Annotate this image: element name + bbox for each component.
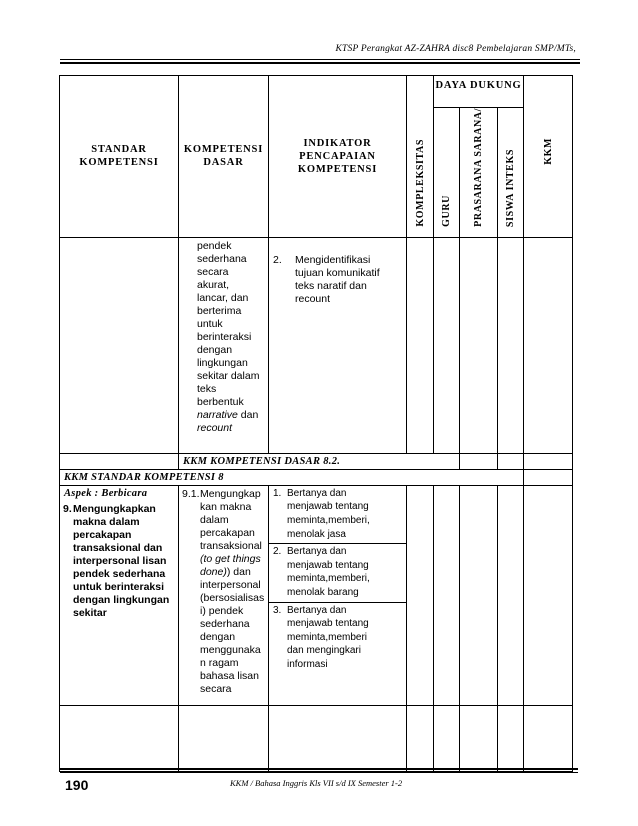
- header-rule-thick: [60, 62, 580, 64]
- kd-line: untuk: [197, 317, 223, 330]
- sk-9-line: pendek sederhana: [73, 567, 166, 580]
- header-daya-dukung: DAYA DUKUNG: [434, 76, 524, 108]
- kompleksitas-cell: [407, 485, 434, 706]
- blank-cell: [179, 706, 269, 772]
- kkm-sk-row: KKM STANDAR KOMPETENSI 8: [60, 469, 524, 485]
- kkm-kd-row: KKM KOMPETENSI DASAR 8.2.: [179, 453, 460, 469]
- page-header: [60, 0, 580, 70]
- kd-9-1-line: transaksional: [200, 539, 262, 552]
- indicator-line: menjawab tentang: [287, 618, 369, 630]
- footer-rule: [60, 772, 578, 773]
- kd-9-1-line: Mengungkap: [200, 487, 261, 500]
- header-prasarana: PRASARANA SARANA/: [460, 108, 498, 238]
- indicator-9-1-item: [269, 603, 406, 674]
- kd-9-1-line: dengan: [200, 630, 236, 643]
- siswa-inteks-cell: [498, 485, 524, 706]
- sk-9-cell: [60, 501, 179, 706]
- indicator-number: 2.: [273, 253, 282, 266]
- kd-9-1-line: menggunaka: [200, 643, 261, 656]
- indicator-line: dan mengingkari: [287, 645, 361, 657]
- kd-9-1-line: bahasa lisan: [200, 669, 259, 682]
- header-rule: [60, 59, 580, 60]
- kompleksitas-cell: [407, 237, 434, 453]
- blank-cell: [460, 706, 498, 772]
- blank-cell: [407, 706, 434, 772]
- indicator-9-1-item: [269, 544, 406, 602]
- indicator-line: Bertanya dan: [287, 546, 347, 558]
- kd-9-1-line: secara: [200, 682, 232, 695]
- indicator-line: meminta,memberi: [287, 631, 368, 643]
- kd-line: berterima: [197, 304, 242, 317]
- guru-cell: [434, 485, 460, 706]
- guru-cell: [434, 237, 460, 453]
- kkm-cell: [524, 237, 573, 453]
- indicator-text: [287, 487, 370, 541]
- kd-line: pendek: [197, 239, 232, 252]
- indicator-number: 1.: [273, 487, 282, 499]
- sk-9-line: makna dalam: [73, 515, 140, 528]
- indicator-line: menolak barang: [287, 586, 359, 598]
- indicator-line: tujuan komunikatif: [295, 266, 380, 279]
- indicators-9-1-list: [269, 486, 406, 674]
- kd-9-1-number: 9.1.: [182, 487, 200, 500]
- kd-continued-text: [197, 240, 264, 409]
- kd-9-1-line: interpersonal: [200, 578, 261, 591]
- header-indikator: INDIKATOR PENCAPAIAN KOMPETENSI: [269, 76, 407, 238]
- kd-9-1-line: dalam: [200, 513, 229, 526]
- prasarana-cell: [460, 485, 498, 706]
- running-title: KTSP Perangkat AZ-ZAHRA disc8 Pembelajaran SMP/MTs,: [335, 44, 576, 54]
- indicator-line: informasi: [287, 658, 328, 670]
- kd-italic-narrative: narrative: [197, 408, 238, 421]
- sk-9-line: Mengungkapkan: [73, 502, 156, 515]
- kd-9-1-line: percakapan: [200, 526, 255, 539]
- indicator-line: Mengidentifikasi: [295, 253, 371, 266]
- kkm-cell: [524, 485, 573, 706]
- kd-9-1-line: (bersosialisas: [200, 591, 265, 604]
- indicator-text: [295, 254, 380, 306]
- sk-9-line: dengan lingkungan: [73, 593, 170, 606]
- sk-9-line: percakapan: [73, 528, 132, 541]
- kd-line: akurat,: [197, 278, 230, 291]
- blank-cell: [524, 469, 573, 485]
- siswa-inteks-cell: [498, 237, 524, 453]
- header-siswa-inteks: SISWA INTEKS: [498, 108, 524, 238]
- blank-cell: [60, 453, 179, 469]
- kd-9-1-line: sederhana: [200, 617, 250, 630]
- header-guru: GURU: [434, 108, 460, 238]
- indicator-text: [287, 604, 369, 672]
- kd-9-1-line: i) pendek: [200, 604, 244, 617]
- indicator-line: Bertanya dan: [287, 487, 347, 499]
- indicators-9-1-cell: [269, 485, 407, 706]
- sk-9-text: [73, 503, 169, 620]
- kd-italic-recount: recount: [197, 421, 233, 434]
- kd-9-1-dan: dan: [233, 565, 251, 578]
- kd-line: berinteraksi: [197, 330, 252, 343]
- kd-9-1-cell: 9.1. Mengungkap kan makna dalam percakapan transaksional (to get things done)) dan interpersonal (bersosialisas i) pendek sederhana dengan menggunaka n ragam bahasa lisan secara: [179, 485, 269, 706]
- indicator-line: menjawab tentang: [287, 501, 369, 513]
- header-kompleksitas: KOMPLEKSITAS: [407, 76, 434, 238]
- blank-cell: [60, 706, 179, 772]
- header-kompetensi-dasar: KOMPETENSI DASAR: [179, 76, 269, 238]
- indicator-text: [287, 545, 370, 599]
- sk-9-number: 9.: [63, 502, 72, 515]
- sk-9-line: transaksional dan: [73, 541, 163, 554]
- blank-cell: [524, 453, 573, 469]
- blank-cell: [498, 453, 524, 469]
- kd-line: teks: [197, 382, 217, 395]
- sk-9-line: interpersonal lisan: [73, 554, 167, 567]
- kd-9-1-italic-a: (to get things: [200, 552, 261, 565]
- kd-line: dengan: [197, 343, 233, 356]
- kd-word-dan: dan: [240, 408, 259, 421]
- indicator-number: 2.: [273, 546, 282, 558]
- header-kkm: KKM: [524, 76, 573, 238]
- kd-9-1-line: n ragam: [200, 656, 239, 669]
- blank-cell: [434, 706, 460, 772]
- kd-9-1-text-b: [200, 579, 264, 696]
- indicator-line: meminta,memberi,: [287, 515, 370, 527]
- kd-line: sederhana: [197, 252, 247, 265]
- blank-cell: [269, 706, 407, 772]
- indicator-line: menjawab tentang: [287, 559, 369, 571]
- sk-continued-cell: [60, 237, 179, 453]
- kd-line: berbentuk: [197, 395, 244, 408]
- prasarana-cell: [460, 237, 498, 453]
- kd-9-1-italic-b: done): [200, 565, 227, 578]
- page-number: 190: [65, 777, 89, 793]
- indicator-line: menolak jasa: [287, 528, 346, 540]
- blank-cell: [498, 706, 524, 772]
- indicator-number: 3.: [273, 604, 282, 616]
- indicator-line: teks naratif dan: [295, 279, 367, 292]
- kkm-table: [59, 75, 573, 772]
- indicator-continued-cell: [269, 237, 407, 453]
- blank-cell: [460, 453, 498, 469]
- header-standar-kompetensi: STANDAR KOMPETENSI: [60, 76, 179, 238]
- footer-rule-thick: [60, 768, 578, 770]
- indicator-line: Bertanya dan: [287, 604, 347, 616]
- indicator-line: recount: [295, 292, 331, 305]
- kd-9-1-line: kan makna: [200, 500, 252, 513]
- kd-line: lingkungan: [197, 356, 248, 369]
- sk-9-line: untuk berinteraksi: [73, 580, 165, 593]
- blank-cell: [524, 706, 573, 772]
- kd-9-1-text-a: [200, 488, 264, 553]
- indicator-9-1-item: [269, 486, 406, 544]
- kd-line: sekitar dalam: [197, 369, 260, 382]
- sk-9-line: sekitar: [73, 606, 107, 619]
- footer-text: KKM / Bahasa Inggris Kls VII s/d IX Semester 1-2: [230, 778, 403, 788]
- kd-line: secara: [197, 265, 229, 278]
- aspect-label: Aspek : Berbicara: [60, 485, 179, 501]
- indicator-line: meminta,memberi,: [287, 573, 370, 585]
- kd-continued-cell: [179, 237, 269, 453]
- kd-line: lancar, dan: [197, 291, 249, 304]
